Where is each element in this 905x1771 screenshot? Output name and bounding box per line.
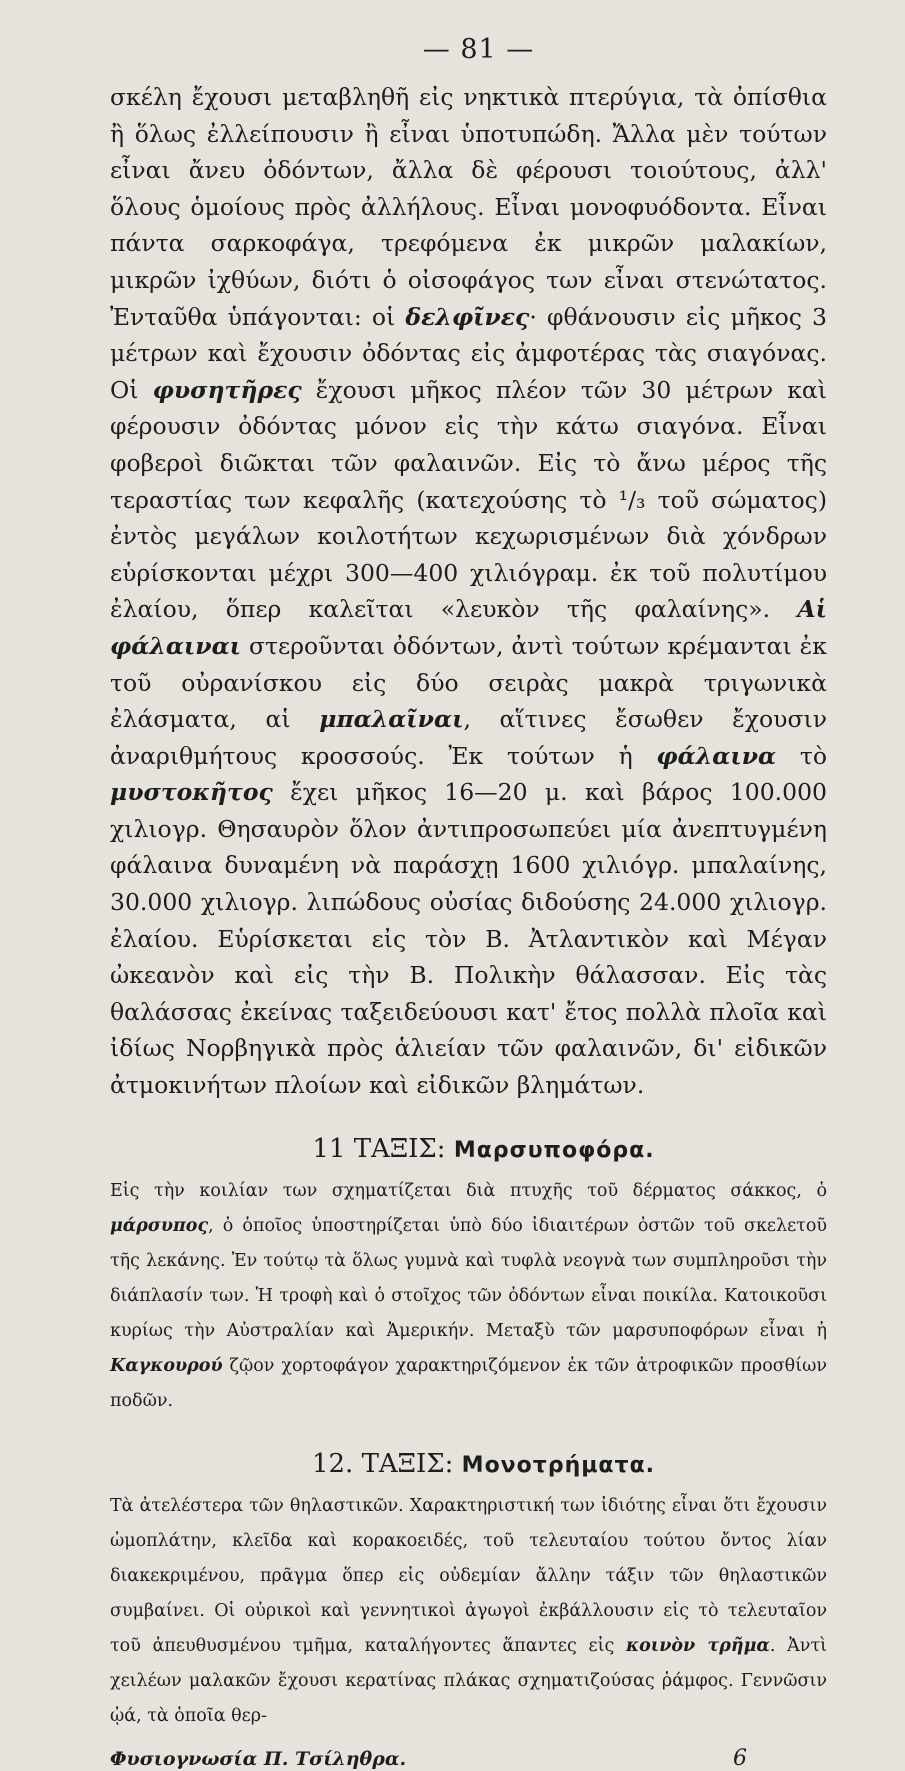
section-11-heading (110, 1134, 827, 1164)
main-paragraph (110, 79, 827, 1104)
emphasized-term: μάρσυπος (110, 1215, 209, 1236)
text-run: ἔχουσι μῆκος πλέον τῶν 30 μέτρων καὶ φέρουσιν ὀδόντας μόνον εἰς τὴν κάτω σιαγόνα. Εἶναι φοβεροὶ διῶκται τῶν φαλαινῶν. Εἰς τὸ ἄνω μέρος τῆς τεραστίας των κεφαλῆς (κατεχούσης τὸ ¹/₃ τοῦ σώματος) ἐντὸς μεγάλων κοιλοτήτων κεχωρισμένων διὰ χόνδρων εὑρίσκονται μέχρι 300—400 χιλιόγραμ. ἐκ τοῦ πολυτίμου ἐλαίου, ὅπερ καλεῖται «λευκὸν τῆς φαλαίνης». (110, 375, 827, 624)
section-12-title: Μονοτρήματα. (461, 1452, 656, 1478)
page-footer (110, 1746, 827, 1771)
emphasized-term: κοινὸν τρῆμα (625, 1635, 770, 1656)
text-run: στεροῦνται ὀδόντων, ἀντὶ τούτων κρέμανται ἐκ τοῦ οὐρανίσκου εἰς δύο σειρὰς μακρὰ τριγωνικὰ ἐλάσματα, αἱ (110, 631, 827, 734)
text-run: Τὰ ἀτελέστερα τῶν θηλαστικῶν. Χαρακτηριστική των ἰδιότης εἶναι ὅτι ἔχουσιν ὠμοπλάτην, κλεῖδα καὶ κορακοειδές, τοῦ τελευταίου τούτου ὄντος λίαν διακεκριμένου, πρᾶγμα ὅπερ εἰς οὐδεμίαν ἄλλην τάξιν τῶν θηλαστικῶν συμβαίνει. Οἱ οὐρικοὶ καὶ γεννητικοὶ ἀγωγοὶ ἐκβάλλουσιν εἰς τὸ τελευταῖον τοῦ ἀπευθυσμένου τμῆμα, καταλήγοντες ἅπαντες εἰς (110, 1495, 827, 1656)
signature-mark: 6 (733, 1745, 747, 1771)
section-12-number: 12. ΤΑΞΙΣ: (311, 1448, 454, 1479)
section-11-paragraph (110, 1174, 827, 1419)
text-run: σκέλη ἔχουσι μεταβληθῆ εἰς νηκτικὰ πτερύγια, τὰ ὀπίσθια ἢ ὅλως ἐλλείπουσιν ἢ εἶναι ὑποτυπώδη. Ἄλλα μὲν τούτων εἶναι ἄνευ ὀδόντων, ἄλλα δὲ φέρουσι τοιούτους, ἀλλ' ὅλους ὁμοίους πρὸς ἀλλήλους. Εἶναι μονοφυόδοντα. Εἶναι πάντα σαρκοφάγα, τρεφόμενα ἐκ μικρῶν μαλακίων, μικρῶν ἰχθύων, διότι ὁ οἰσοφάγος των εἶναι στενώτατος. Ἐνταῦθα ὑπάγονται: οἱ (110, 83, 827, 331)
text-run: · φθάνουσιν εἰς μῆκος 3 μέτρων καὶ ἔχουσιν ὀδόντας εἰς ἀμφοτέρας τὰς σιαγόνας. Οἱ (110, 302, 828, 404)
section-11-number: 11 ΤΑΞΙΣ: (312, 1133, 446, 1164)
emphasized-term: Αἱ φάλαιναι (110, 595, 827, 660)
section-12-paragraph (110, 1489, 827, 1734)
emphasized-term: δελφῖνες (405, 302, 530, 331)
text-run: ἔχει μῆκος 16—20 μ. καὶ βάρος 100.000 χιλιογρ. Θησαυρὸν ὅλον ἀντιπροσωπεύει μία ἀνεπτυγμένη φάλαινα δυναμένη νὰ παράσχῃ 1600 χιλιόγρ. μπαλαίνης, 30.000 χιλιογρ. λιπώδους οὐσίας διδούσης 24.000 χιλιογρ. ἐλαίου. Εὑρίσκεται εἰς τὸν Β. Ἀτλαντικὸν καὶ Μέγαν ὠκεανὸν καὶ εἰς τὴν Β. Πολικὴν θάλασσαν. Εἰς τὰς θαλάσσας ἐκείνας ταξειδεύουσι κατ' ἔτος πολλὰ πλοῖα καὶ ἰδίως Νορβηγικὰ πρὸς ἁλιείαν τῶν φαλαινῶν, δι' εἰδικῶν ἀτμοκινήτων πλοίων καὶ εἰδικῶν βλημάτων. (110, 778, 827, 1100)
text-run: , αἵτινες ἔσωθεν ἔχουσιν ἀναριθμήτους κροσσούς. Ἐκ τούτων ἡ (110, 705, 827, 770)
emphasized-term: Καγκουρού (110, 1355, 223, 1376)
text-run: , ὁ ὁποῖος ὑποστηρίζεται ὑπὸ δύο ἰδιαιτέρων ὀστῶν τοῦ σκελετοῦ τῆς λεκάνης. Ἐν τούτῳ τὰ ὅλως γυμνὰ καὶ τυφλὰ νεογνὰ των συμπληροῦσι τὴν διάπλασίν των. Ἡ τροφὴ καὶ ὁ στοῖχος τῶν ὀδόντων εἶναι ποικίλα. Κατοικοῦσι κυρίως τὴν Αὐστραλίαν καὶ Ἀμερικήν. Μεταξὺ τῶν μαρσυποφόρων εἶναι ἡ (110, 1215, 827, 1341)
emphasized-term: φάλαινα (656, 741, 777, 770)
footer-title: Φυσιογνωσία Π. Τσίληθρα. (110, 1747, 407, 1770)
text-run: τὸ (776, 741, 827, 770)
section-11-title: Μαρσυποφόρα. (453, 1137, 655, 1163)
text-run: ζῷον χορτοφάγον χαρακτηριζόμενον ἐκ τῶν ἀτροφικῶν προσθίων ποδῶν. (110, 1355, 827, 1411)
emphasized-term: μπαλαῖναι (319, 705, 464, 734)
text-run: Εἰς τὴν κοιλίαν των σχηματίζεται διὰ πτυχῆς τοῦ δέρματος σάκκος, ὁ (110, 1180, 827, 1201)
section-12-heading (110, 1449, 827, 1479)
page-number: — 81 — (422, 34, 535, 65)
emphasized-term: μυστοκῆτος (110, 778, 273, 807)
text-run: . Ἀντὶ χειλέων μαλακῶν ἔχουσι κερατίνας πλάκας σχηματιζούσας ῥάμφος. Γεννῶσιν ᾠά, τὰ ὁποῖα θερ- (110, 1635, 827, 1726)
emphasized-term: φυσητῆρες (152, 375, 302, 404)
